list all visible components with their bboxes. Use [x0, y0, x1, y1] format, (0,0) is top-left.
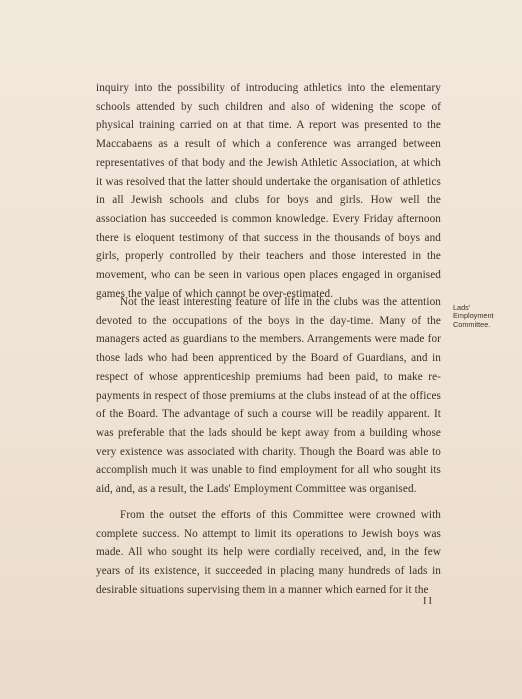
margin-note	[453, 304, 513, 329]
paragraph-athletics: inquiry into the possibility of introducing athletics into the elementary schools attended by such children and also of widening the scope of physical training carried on at that time. A report was presented to the Maccabaens as a result of which a conference was arranged between representatives of that body and the Jewish Athletic Association, at which it was resolved that the latter should undertake the organisation of athletics in all Jewish schools and clubs for boys and girls. How well the association has succeeded is common knowledge. Every Friday afternoon there is eloquent testimony of that success in the thousands of boys and girls, properly controlled by their teachers and those interested in the movement, who can be seen in various open places engaged in organised games the value of which cannot be over-estimated.	[96, 82, 441, 300]
margin-note-line: Employment	[453, 311, 494, 321]
page-number: II	[423, 596, 434, 607]
margin-note-line: Committee.	[453, 319, 491, 329]
paragraph-committee-success: From the outset the efforts of this Committee were crowned with complete success. No attempt to limit its operations to Jewish boys was made. All who sought its help were cordially received, and, in the few years of its existence, it succeeded in placing many hundreds of lads in desirable situations supervising them in a manner which earned for it the	[96, 509, 441, 596]
paragraph-occupations: Not the least interesting feature of life in the clubs was the attention devoted to the occupations of the boys in the day-time. Many of the managers acted as guardians to the members. Arrangements were made for those lads who had been apprenticed by the Board of Guardians, and in respect of whose apprenticeship premiums had been paid, to make re-payments in respect of those premiums at the clubs instead of at the offices of the Board. The advantage of such a course will be readily apparent. It was preferable that the lads should be kept away from a building whose very existence was associated with charity. Though the Board was able to accomplish much it was unable to find employment for all who sought its aid, and, as a result, the Lads' Employment Committee was organised.	[96, 296, 441, 496]
margin-note-line: Lads'	[453, 303, 471, 312]
